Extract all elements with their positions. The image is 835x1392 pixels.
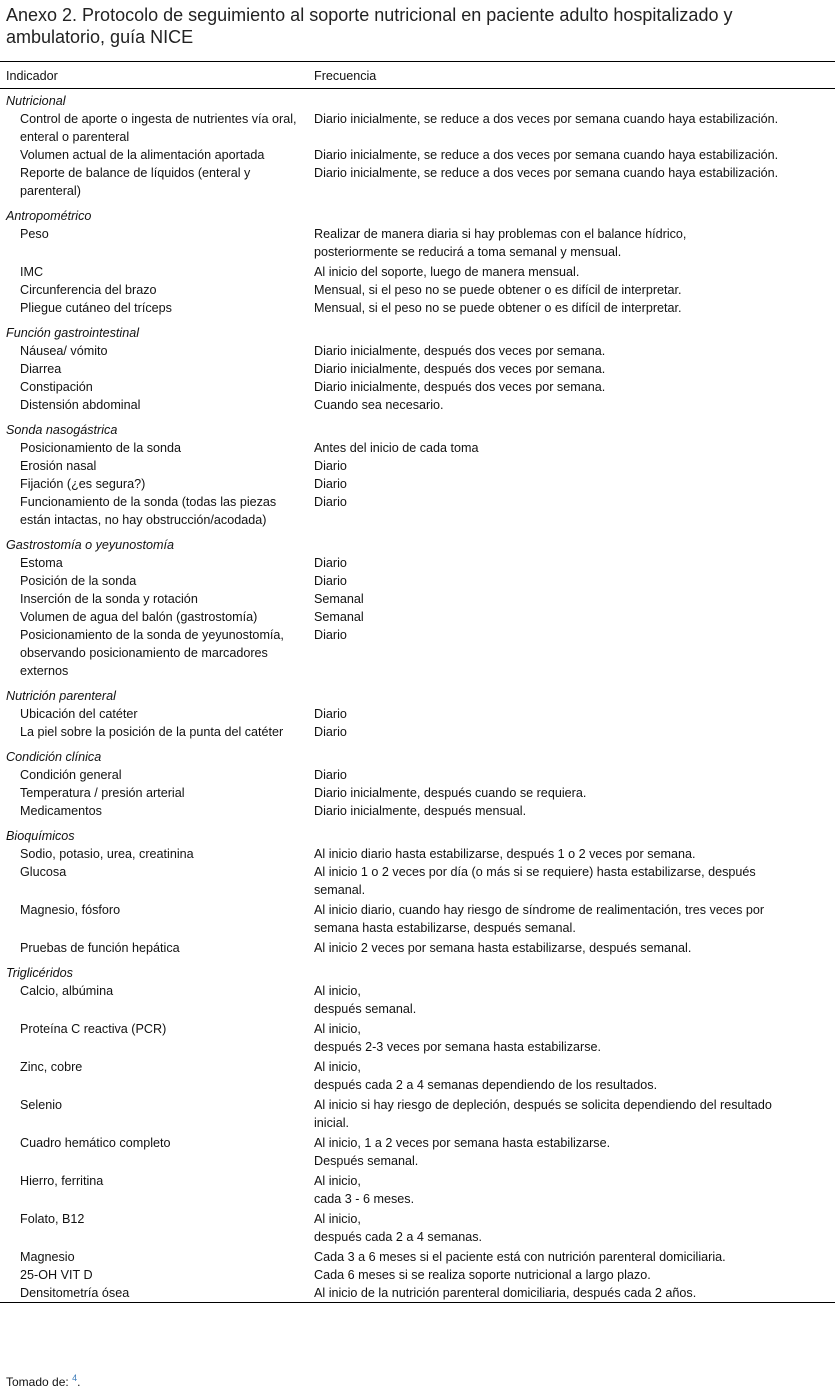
section-row: [0, 200, 835, 225]
frequency-cell: Al inicio del soporte, luego de manera mensual.: [314, 265, 580, 279]
frequency-cell: Diario inicialmente, se reduce a dos veces por semana cuando haya estabilización.: [314, 166, 779, 180]
table-row: [0, 982, 835, 1020]
indicator-cell: Medicamentos: [20, 804, 102, 818]
table-row: [0, 626, 835, 680]
table-row: [0, 1096, 835, 1134]
table-row: [0, 608, 835, 626]
section-title: Función gastrointestinal: [6, 326, 140, 340]
indicator-cell: Magnesio: [20, 1250, 75, 1264]
frequency-cell: Diario: [314, 459, 347, 473]
frequency-cell: Al inicio, 1 a 2 veces por semana hasta estabilizarse. Después semanal.: [314, 1136, 611, 1168]
table-row: [0, 723, 835, 741]
table-row: [0, 439, 835, 457]
indicator-cell: Cuadro hemático completo: [20, 1136, 171, 1150]
indicator-cell: Calcio, albúmina: [20, 984, 114, 998]
source-note: [6, 1373, 80, 1389]
frequency-cell: Antes del inicio de cada toma: [314, 441, 479, 455]
section-title: Bioquímicos: [6, 829, 75, 843]
table-row: [0, 1266, 835, 1284]
indicator-cell: Posición de la sonda: [20, 574, 137, 588]
table-row: [0, 1020, 835, 1058]
indicator-cell: Posicionamiento de la sonda de yeyunostomía, observando posicionamiento de marcadores externos: [20, 628, 284, 678]
frequency-cell: Diario: [314, 574, 347, 588]
frequency-cell: Mensual, si el peso no se puede obtener o es difícil de interpretar.: [314, 283, 682, 297]
frequency-cell: Diario: [314, 556, 347, 570]
frequency-cell: Al inicio si hay riesgo de depleción, después se solicita dependiendo del resultado inicial.: [314, 1098, 772, 1130]
indicator-cell: Náusea/ vómito: [20, 344, 108, 358]
indicator-cell: Constipación: [20, 380, 93, 394]
indicator-cell: IMC: [20, 265, 44, 279]
table-row: [0, 146, 835, 164]
table-row: [0, 493, 835, 529]
frequency-cell: Diario inicialmente, después dos veces por semana.: [314, 344, 606, 358]
source-label: Tomado de:: [6, 1375, 69, 1389]
indicator-cell: Glucosa: [20, 865, 67, 879]
table-header-row: [0, 62, 835, 89]
frequency-cell: Al inicio diario hasta estabilizarse, después 1 o 2 veces por semana.: [314, 847, 696, 861]
section-row: [0, 957, 835, 982]
indicator-cell: Temperatura / presión arterial: [20, 786, 185, 800]
indicator-cell: Estoma: [20, 556, 63, 570]
section-row: [0, 680, 835, 705]
table-row: [0, 342, 835, 360]
frequency-cell: Diario: [314, 495, 347, 509]
table-row: [0, 475, 835, 493]
indicator-cell: Zinc, cobre: [20, 1060, 83, 1074]
table-row: [0, 784, 835, 802]
section-row: [0, 89, 835, 111]
table-row: [0, 802, 835, 820]
frequency-cell: Diario inicialmente, después mensual.: [314, 804, 527, 818]
section-title: Sonda nasogástrica: [6, 423, 118, 437]
indicator-cell: Folato, B12: [20, 1212, 85, 1226]
table-row: [0, 590, 835, 608]
table-row: [0, 1210, 835, 1248]
indicator-cell: Ubicación del catéter: [20, 707, 138, 721]
frequency-cell: Diario inicialmente, después dos veces por semana.: [314, 362, 606, 376]
indicator-cell: Distensión abdominal: [20, 398, 141, 412]
indicator-cell: Condición general: [20, 768, 122, 782]
frequency-cell: Al inicio, después 2-3 veces por semana hasta estabilizarse.: [314, 1022, 602, 1054]
table-row: [0, 396, 835, 414]
frequency-cell: Al inicio 1 o 2 veces por día (o más si se requiere) hasta estabilizarse, después semanal.: [314, 865, 756, 897]
section-title: Nutrición parenteral: [6, 689, 116, 703]
table-row: [0, 705, 835, 723]
indicator-cell: Circunferencia del brazo: [20, 283, 157, 297]
frequency-cell: Semanal: [314, 610, 364, 624]
indicator-cell: Diarrea: [20, 362, 62, 376]
frequency-cell: Diario: [314, 707, 347, 721]
table-row: [0, 281, 835, 299]
frequency-cell: Realizar de manera diaria si hay problemas con el balance hídrico, posteriormente se reducirá a toma semanal y mensual.: [314, 227, 687, 259]
indicator-cell: Pruebas de función hepática: [20, 941, 180, 955]
table-row: [0, 299, 835, 317]
table-row: [0, 1284, 835, 1303]
indicator-cell: La piel sobre la posición de la punta del catéter: [20, 725, 284, 739]
indicator-cell: Hierro, ferritina: [20, 1174, 104, 1188]
frequency-cell: Semanal: [314, 592, 364, 606]
indicator-cell: Control de aporte o ingesta de nutrientes vía oral, enteral o parenteral: [20, 112, 297, 144]
document-title: Anexo 2. Protocolo de seguimiento al soporte nutricional en paciente adulto hospitalizado y ambulatorio, guía NICE: [6, 5, 733, 47]
table-row: [0, 1248, 835, 1266]
frequency-cell: Diario: [314, 477, 347, 491]
section-row: [0, 820, 835, 845]
table-row: [0, 110, 835, 146]
frequency-cell: Diario inicialmente, después cuando se requiera.: [314, 786, 587, 800]
frequency-cell: Diario: [314, 725, 347, 739]
frequency-cell: Al inicio 2 veces por semana hasta estabilizarse, después semanal.: [314, 941, 692, 955]
table-row: [0, 225, 835, 263]
section-title: Triglicéridos: [6, 966, 73, 980]
protocol-table: [0, 61, 835, 1303]
table-row: [0, 457, 835, 475]
table-row: [0, 263, 835, 281]
header-indicator: Indicador: [6, 69, 58, 83]
indicator-cell: Funcionamiento de la sonda (todas las piezas están intactas, no hay obstrucción/acodada): [20, 495, 277, 527]
indicator-cell: Peso: [20, 227, 49, 241]
section-title: Antropométrico: [6, 209, 92, 223]
table-row: [0, 939, 835, 957]
indicator-cell: Sodio, potasio, urea, creatinina: [20, 847, 194, 861]
table-row: [0, 1172, 835, 1210]
indicator-cell: Inserción de la sonda y rotación: [20, 592, 198, 606]
section-row: [0, 529, 835, 554]
table-row: [0, 572, 835, 590]
source-end: .: [77, 1375, 81, 1389]
indicator-cell: Proteína C reactiva (PCR): [20, 1022, 167, 1036]
frequency-cell: Diario: [314, 628, 347, 642]
section-title: Nutricional: [6, 94, 66, 108]
frequency-cell: Diario inicialmente, se reduce a dos veces por semana cuando haya estabilización.: [314, 148, 779, 162]
table-row: [0, 901, 835, 939]
frequency-cell: Al inicio, después semanal.: [314, 984, 417, 1016]
table-row: [0, 845, 835, 863]
frequency-cell: Al inicio de la nutrición parenteral domiciliaria, después cada 2 años.: [314, 1286, 697, 1300]
table-row: [0, 863, 835, 901]
frequency-cell: Al inicio, cada 3 - 6 meses.: [314, 1174, 415, 1206]
indicator-cell: Posicionamiento de la sonda: [20, 441, 182, 455]
header-frequency: Frecuencia: [314, 69, 377, 83]
indicator-cell: Erosión nasal: [20, 459, 97, 473]
section-row: [0, 317, 835, 342]
table-row: [0, 1058, 835, 1096]
indicator-cell: Magnesio, fósforo: [20, 903, 121, 917]
table-row: [0, 766, 835, 784]
indicator-cell: Fijación (¿es segura?): [20, 477, 146, 491]
reference-link[interactable]: 4: [72, 1373, 78, 1383]
table-row: [0, 378, 835, 396]
section-row: [0, 741, 835, 766]
frequency-cell: Diario inicialmente, después dos veces por semana.: [314, 380, 606, 394]
section-title: Condición clínica: [6, 750, 102, 764]
frequency-cell: Al inicio, después cada 2 a 4 semanas.: [314, 1212, 483, 1244]
section-row: [0, 414, 835, 439]
table-body: [0, 89, 835, 1303]
frequency-cell: Cada 6 meses si se realiza soporte nutricional a largo plazo.: [314, 1268, 651, 1282]
table-row: [0, 1134, 835, 1172]
table-row: [0, 164, 835, 200]
indicator-cell: Selenio: [20, 1098, 63, 1112]
section-title: Gastrostomía o yeyunostomía: [6, 538, 174, 552]
frequency-cell: Diario inicialmente, se reduce a dos veces por semana cuando haya estabilización.: [314, 112, 779, 126]
indicator-cell: Volumen actual de la alimentación aportada: [20, 148, 265, 162]
table-row: [0, 554, 835, 572]
frequency-cell: Diario: [314, 768, 347, 782]
indicator-cell: Volumen de agua del balón (gastrostomía): [20, 610, 258, 624]
frequency-cell: Al inicio diario, cuando hay riesgo de síndrome de realimentación, tres veces por semana hasta estabilizarse, después semanal.: [314, 903, 765, 935]
indicator-cell: Reporte de balance de líquidos (enteral y parenteral): [20, 166, 251, 198]
indicator-cell: 25-OH VIT D: [20, 1268, 93, 1282]
frequency-cell: Mensual, si el peso no se puede obtener o es difícil de interpretar.: [314, 301, 682, 315]
indicator-cell: Pliegue cutáneo del tríceps: [20, 301, 172, 315]
indicator-cell: Densitometría ósea: [20, 1286, 130, 1300]
frequency-cell: Cada 3 a 6 meses si el paciente está con nutrición parenteral domiciliaria.: [314, 1250, 726, 1264]
frequency-cell: Cuando sea necesario.: [314, 398, 444, 412]
frequency-cell: Al inicio, después cada 2 a 4 semanas dependiendo de los resultados.: [314, 1060, 658, 1092]
table-row: [0, 360, 835, 378]
